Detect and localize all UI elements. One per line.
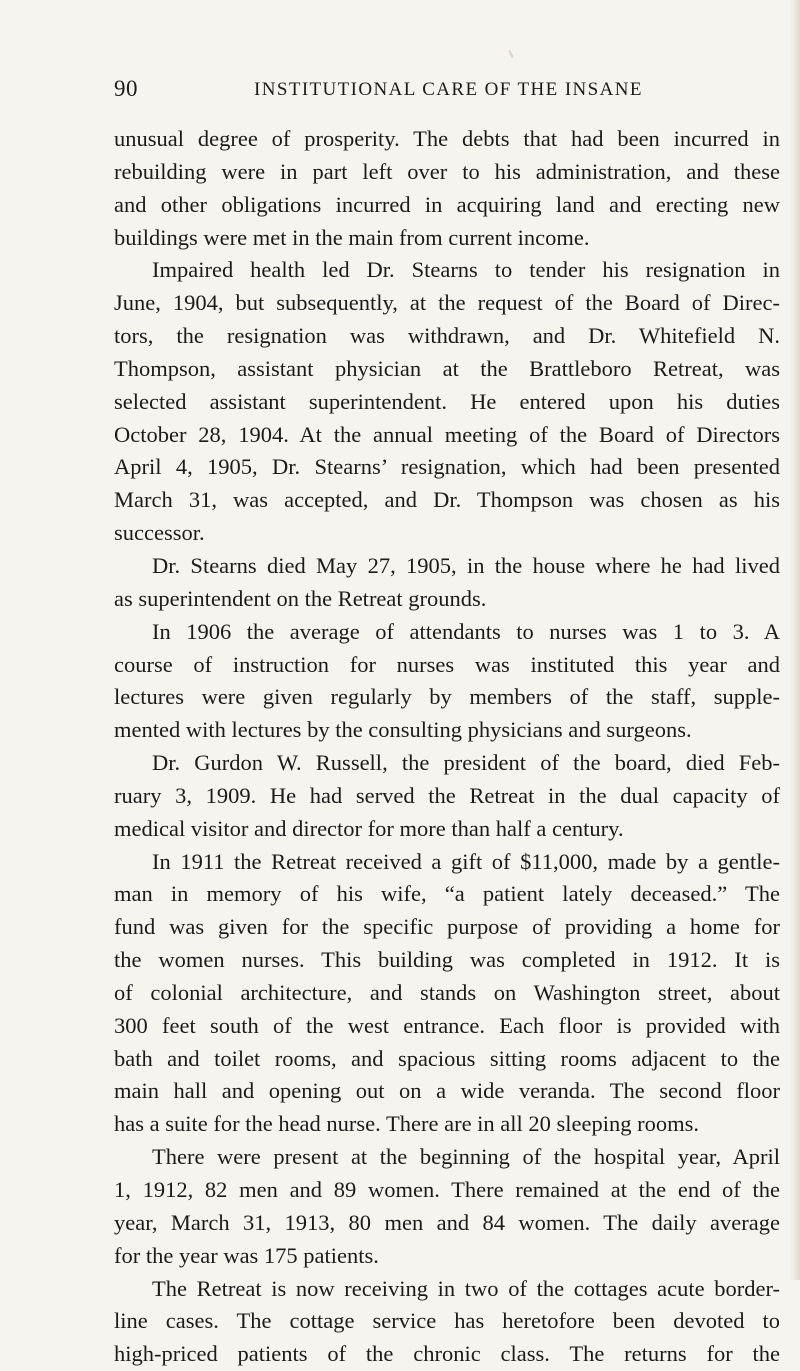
page-header <box>114 72 730 108</box>
text-line: June, 1904, but subsequently, at the request of the Board of Direc- <box>114 290 780 316</box>
text-line: mented with lectures by the consulting physicians and surgeons. <box>114 717 692 743</box>
page-number: 90 <box>114 76 138 101</box>
page-edge-shadow <box>790 0 800 1280</box>
text-line: for the year was 175 patients. <box>114 1242 379 1268</box>
text-line: Impaired health led Dr. Stearns to tender his resignation in <box>152 257 780 283</box>
text-line: fund was given for the specific purpose of providing a home for <box>114 914 780 940</box>
text-line: and other obligations incurred in acquiring land and erecting new <box>114 191 780 217</box>
running-head: INSTITUTIONAL CARE OF THE INSANE <box>254 79 643 100</box>
body-text <box>114 123 780 1371</box>
text-line: man in memory of his wife, “a patient lately deceased.” The <box>114 881 780 907</box>
text-line: In 1911 the Retreat received a gift of $11,000, made by a gentle- <box>152 848 780 874</box>
text-line: lectures were given regularly by members of the staff, supple- <box>114 684 780 710</box>
text-line: as superintendent on the Retreat grounds. <box>114 585 487 611</box>
text-line: tors, the resignation was withdrawn, and Dr. Whitefield N. <box>114 323 780 349</box>
text-line: high-priced patients of the chronic class. The returns for the <box>114 1341 780 1367</box>
text-line: selected assistant superintendent. He entered upon his duties <box>114 388 780 414</box>
text-line: rebuilding were in part left over to his administration, and these <box>114 158 780 184</box>
text-line: Dr. Stearns died May 27, 1905, in the house where he had lived <box>152 552 780 578</box>
text-line: ruary 3, 1909. He had served the Retreat in the dual capacity of <box>114 782 780 808</box>
text-line: of colonial architecture, and stands on Washington street, about <box>114 979 780 1005</box>
text-line: medical visitor and director for more than half a century. <box>114 815 624 841</box>
text-line: Dr. Gurdon W. Russell, the president of the board, died Feb- <box>152 750 780 776</box>
text-line: year, March 31, 1913, 80 men and 84 women. The daily average <box>114 1209 780 1235</box>
text-line: The Retreat is now receiving in two of the cottages acute border- <box>152 1275 780 1301</box>
text-line: 1, 1912, 82 men and 89 women. There remained at the end of the <box>114 1177 780 1202</box>
text-line: April 4, 1905, Dr. Stearns’ resignation, which had been presented <box>114 454 780 480</box>
text-line: October 28, 1904. At the annual meeting of the Board of Directors <box>114 421 780 447</box>
text-line: main hall and opening out on a wide veranda. The second floor <box>114 1078 780 1104</box>
text-line: course of instruction for nurses was instituted this year and <box>114 651 780 677</box>
text-line: bath and toilet rooms, and spacious sitting rooms adjacent to the <box>114 1045 780 1071</box>
text-line: In 1906 the average of attendants to nurses was 1 to 3. A <box>152 618 780 644</box>
text-line: line cases. The cottage service has heretofore been devoted to <box>114 1308 780 1334</box>
text-line: 300 feet south of the west entrance. Each floor is provided with <box>114 1012 780 1038</box>
paper-speck <box>508 50 514 58</box>
text-line: successor. <box>114 520 205 546</box>
text-line: has a suite for the head nurse. There are in all 20 sleeping rooms. <box>114 1111 700 1137</box>
text-line: There were present at the beginning of the hospital year, April <box>152 1144 780 1170</box>
text-line: March 31, was accepted, and Dr. Thompson was chosen as his <box>114 487 780 513</box>
text-line: unusual degree of prosperity. The debts that had been incurred in <box>114 126 780 151</box>
text-line: Thompson, assistant physician at the Brattleboro Retreat, was <box>114 355 780 381</box>
text-line: the women nurses. This building was completed in 1912. It is <box>114 947 780 973</box>
text-line: buildings were met in the main from current income. <box>114 224 590 250</box>
